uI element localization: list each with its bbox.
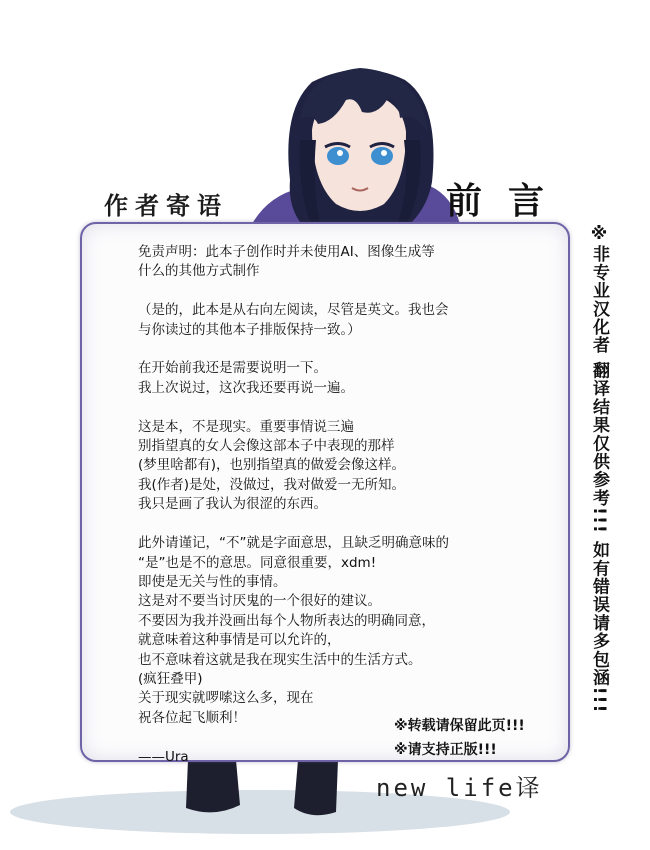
support-notice: ※请支持正版!!!: [394, 742, 497, 758]
left-eye: [327, 147, 349, 165]
left-leg: [186, 760, 240, 812]
right-eye: [371, 147, 393, 165]
repost-notice: ※转载请保留此页!!!: [394, 718, 525, 734]
translator-credit: new life译: [376, 774, 543, 802]
right-leg: [294, 760, 338, 815]
notice-footer: [394, 714, 525, 762]
preface-title: 前言: [446, 181, 571, 222]
translator-side-note: ※非专业汉化者 翻译结果仅供参考!!! 如有错误请多包涵!!!: [589, 224, 609, 714]
notice-text: 免责声明：此本子创作时并未使用AI、图像生成等 什么的其他方式制作 （是的，此本是从右向左阅读，尽管是英文。我也会 与你读过的其他本子排版保持一致。） 在开始前我还是需要说明一下。 我上次说过，这次我还要再说一遍。 这是本，不是现实。重要事情说三遍 别指望真的女人会像这部本子中表现的那样 (梦里啥都有)，也别指望真的做爱会像这样。 我(作者)是处，没做过，我对做爱一无所知。 我只是画了我认为很涩的东西。 此外请谨记，“不”就是字面意思，且缺乏明确意味的 “是”也是不的意思。同意很重要，xdm! 即使是无关与性的事情。 这是对不要当讨厌鬼的一个很好的建议。 不要因为我并没画出每个人物所表达的明确同意， 就意味着这种事情是可以允许的， 也不意味着这就是我在现实生活中的生活方式。 (疯狂叠甲) 关于现实就啰嗦这么多，现在 祝各位起飞顺利！ ——Ura: [138, 244, 449, 765]
author-note-title: 作者寄语: [104, 192, 228, 220]
